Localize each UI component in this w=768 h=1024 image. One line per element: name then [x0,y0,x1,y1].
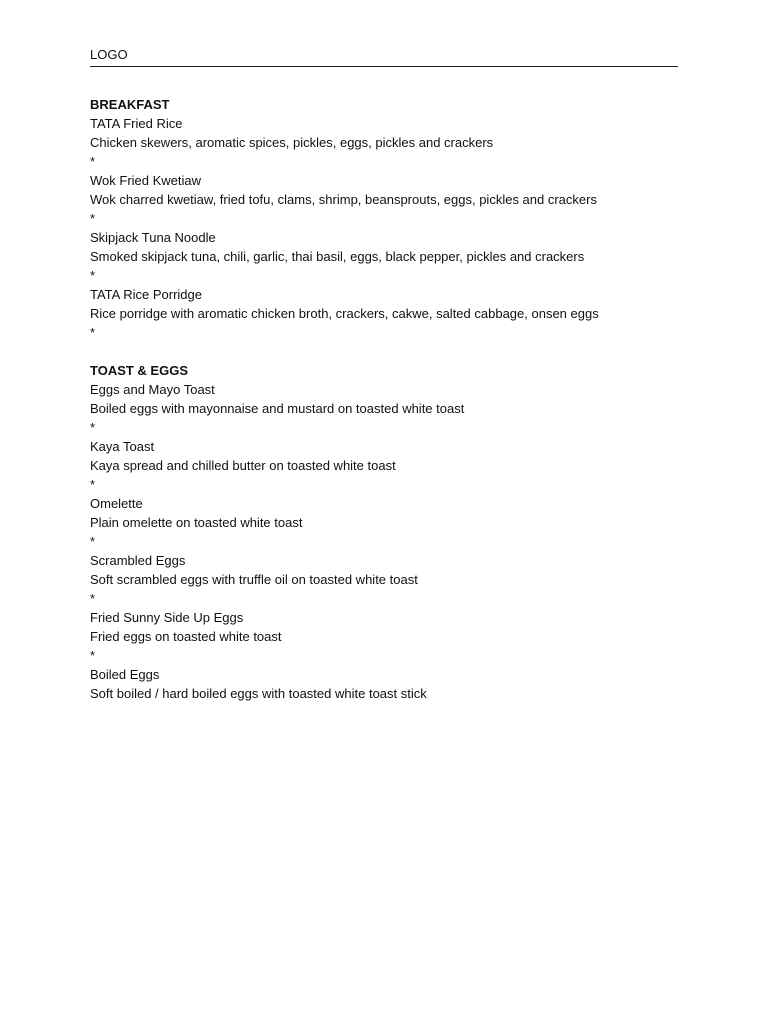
menu-item-name: Skipjack Tuna Noodle [90,230,216,245]
item-separator: * [90,477,96,492]
menu-item-description: Rice porridge with aromatic chicken broth, crackers, cakwe, salted cabbage, onsen eggs [90,306,599,321]
item-separator: * [90,154,96,169]
item-separator: * [90,420,96,435]
item-separator: * [90,648,96,663]
menu-page [90,45,678,722]
menu-section-breakfast [90,95,678,342]
menu-item-description: Wok charred kwetiaw, fried tofu, clams, shrimp, beansprouts, eggs, pickles and crackers [90,192,597,207]
item-separator: * [90,211,96,226]
menu-item-name: Boiled Eggs [90,667,160,682]
menu-section-toast-eggs [90,361,678,703]
menu-item-name: Kaya Toast [90,439,155,454]
item-separator: * [90,534,96,549]
menu-item-description: Plain omelette on toasted white toast [90,515,303,530]
menu-item-description: Fried eggs on toasted white toast [90,629,282,644]
menu-item-name: Wok Fried Kwetiaw [90,173,202,188]
menu-item-name: Omelette [90,496,143,511]
menu-item-description: Soft scrambled eggs with truffle oil on toasted white toast [90,572,418,587]
menu-item-description: Chicken skewers, aromatic spices, pickles, eggs, pickles and crackers [90,135,494,150]
menu-item-name: Scrambled Eggs [90,553,186,568]
menu-item-description: Kaya spread and chilled butter on toasted white toast [90,458,396,473]
item-separator: * [90,268,96,283]
menu-item-name: TATA Rice Porridge [90,287,202,302]
menu-content [90,95,678,703]
menu-item-description: Boiled eggs with mayonnaise and mustard on toasted white toast [90,401,465,416]
menu-item-name: Eggs and Mayo Toast [90,382,215,397]
menu-item-description: Soft boiled / hard boiled eggs with toasted white toast stick [90,686,427,701]
section-title: TOAST & EGGS [90,363,188,378]
menu-item-name: Fried Sunny Side Up Eggs [90,610,244,625]
menu-item-description: Smoked skipjack tuna, chili, garlic, thai basil, eggs, black pepper, pickles and crackers [90,249,585,264]
menu-item-name: TATA Fried Rice [90,116,183,131]
page-header [90,45,678,67]
logo-placeholder: LOGO [90,47,128,62]
item-separator: * [90,591,96,606]
item-separator: * [90,325,96,340]
section-title: BREAKFAST [90,97,170,112]
